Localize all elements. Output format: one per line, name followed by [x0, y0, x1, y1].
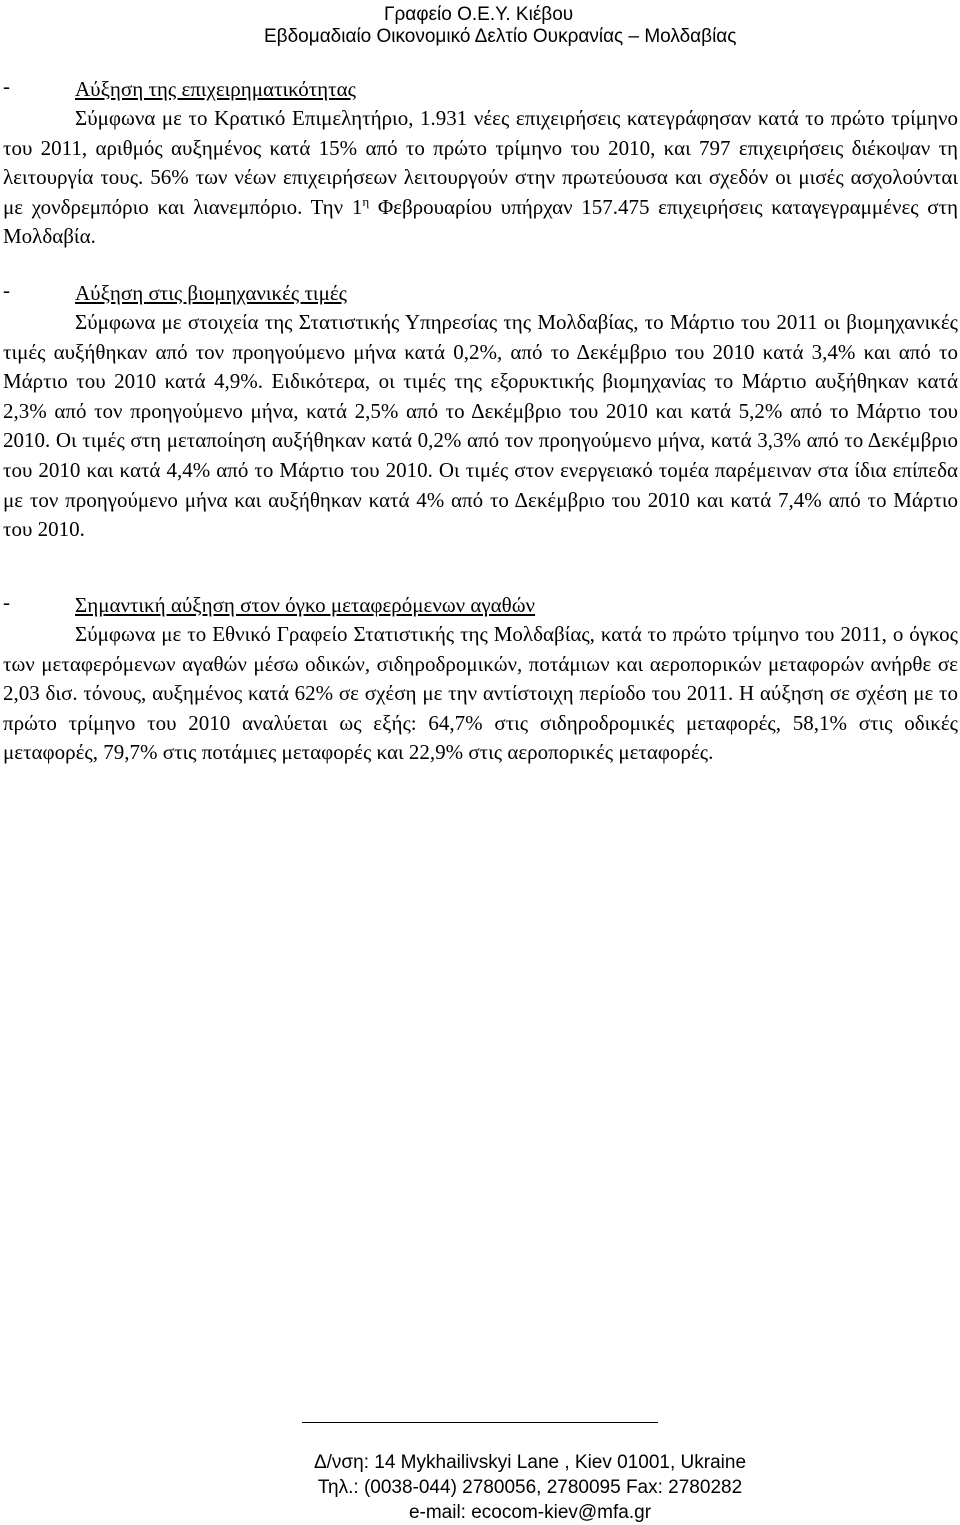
header-bulletin-title: Εβδομαδιαίο Οικονομικό Δελτίο Ουκρανίας – Μολδαβίας — [264, 26, 737, 47]
paragraph-text: Σύμφωνα με το Κρατικό Επιμελητήριο, 1.931 νέες επιχειρήσεις κατεγράφησαν κατά το πρώτο τρίμηνο του 2011, αριθμός αυξημένος κατά 15% από το πρώτο τρίμηνο του 2010, και 797 επιχειρήσεις διέκοψαν τη λειτουργία τους. 56% των νέων επιχειρήσεων λειτουργούν στην πρωτεύουσα και σχεδόν οι μισές ασχολούνται με χονδρεμπόριο και λιανεμπόριο. Την 1 — [3, 106, 958, 219]
section-dash: - — [3, 590, 10, 614]
section-heading: Αύξηση στις βιομηχανικές τιμές — [75, 281, 347, 305]
footer-phone: Τηλ.: (0038-044) 2780056, 2780095 Fax: 2780282 — [317, 1477, 743, 1498]
footer-address: Δ/νση: 14 Mykhailivskyi Lane , Kiev 01001, Ukraine — [313, 1452, 747, 1473]
section-industrial-prices — [3, 278, 958, 545]
header-office: Γραφείο Ο.Ε.Υ. Κιέβου — [384, 4, 574, 25]
section-dash: - — [3, 74, 10, 98]
section-heading: Σημαντική αύξηση στον όγκο μεταφερόμενων αγαθών — [75, 593, 536, 617]
section-paragraph — [3, 104, 958, 252]
section-freight-volume — [3, 590, 958, 768]
ordinal-superscript: η — [362, 193, 370, 209]
page-footer — [0, 1450, 960, 1525]
section-paragraph: Σύμφωνα με το Εθνικό Γραφείο Στατιστικής της Μολδαβίας, κατά το πρώτο τρίμηνο του 2011, ο όγκος των μεταφερόμενων αγαθών μέσω οδικών, σιδηροδρομικών, ποτάμιων και αεροπορικών μεταφορών ανήρθε σε 2,03 δισ. τόνους, αυξημένος κατά 62% σε σχέση με την αντίστοιχη περίοδο του 2011. Η αύξηση σε σχέση με το πρώτο τρίμηνο του 2010 αναλύεται ως εξής: 64,7% στις σιδηροδρομικές μεταφορές, 58,1% στις οδικές μεταφορές, 79,7% στις ποτάμιες μεταφορές και 22,9% στις αεροπορικές μεταφορές. — [3, 622, 958, 765]
section-heading: Αύξηση της επιχειρηματικότητας — [75, 77, 356, 101]
footer-divider — [302, 1422, 658, 1423]
section-business-growth — [3, 74, 958, 252]
paragraph-text-continued: Φεβρουαρίου υπήρχαν 157.475 επιχειρήσεις καταγεγραμμένες στη Μολδαβία. — [3, 194, 958, 249]
section-dash: - — [3, 278, 10, 302]
footer-email: e-mail: ecocom-kiev@mfa.gr — [408, 1502, 652, 1523]
section-paragraph: Σύμφωνα με στοιχεία της Στατιστικής Υπηρεσίας της Μολδαβίας, το Μάρτιο του 2011 οι βιομηχανικές τιμές αυξήθηκαν από τον προηγούμενο μήνα κατά 0,2%, από το Δεκέμβριο του 2010 κατά 3,4% και από το Μάρτιο του 2010 κατά 4,9%. Ειδικότερα, οι τιμές της εξορυκτικής βιομηχανίας το Μάρτιο αυξήθηκαν κατά 2,3% από τον προηγούμενο μήνα, κατά 2,5% από το Δεκέμβριο του 2010 και κατά 5,2% από το Μάρτιο του 2010. Οι τιμές στη μεταποίηση αυξήθηκαν κατά 0,2% από τον προηγούμενο μήνα, κατά 3,3% από το Δεκέμβριο του 2010 και κατά 4,4% από το Μάρτιο του 2010. Οι τιμές στον ενεργειακό τομέα παρέμειναν στα ίδια επίπεδα με τον προηγούμενο μήνα και αυξήθηκαν κατά 4% από το Δεκέμβριο του 2010 και κατά 7,4% από το Μάρτιο του 2010. — [3, 310, 958, 542]
